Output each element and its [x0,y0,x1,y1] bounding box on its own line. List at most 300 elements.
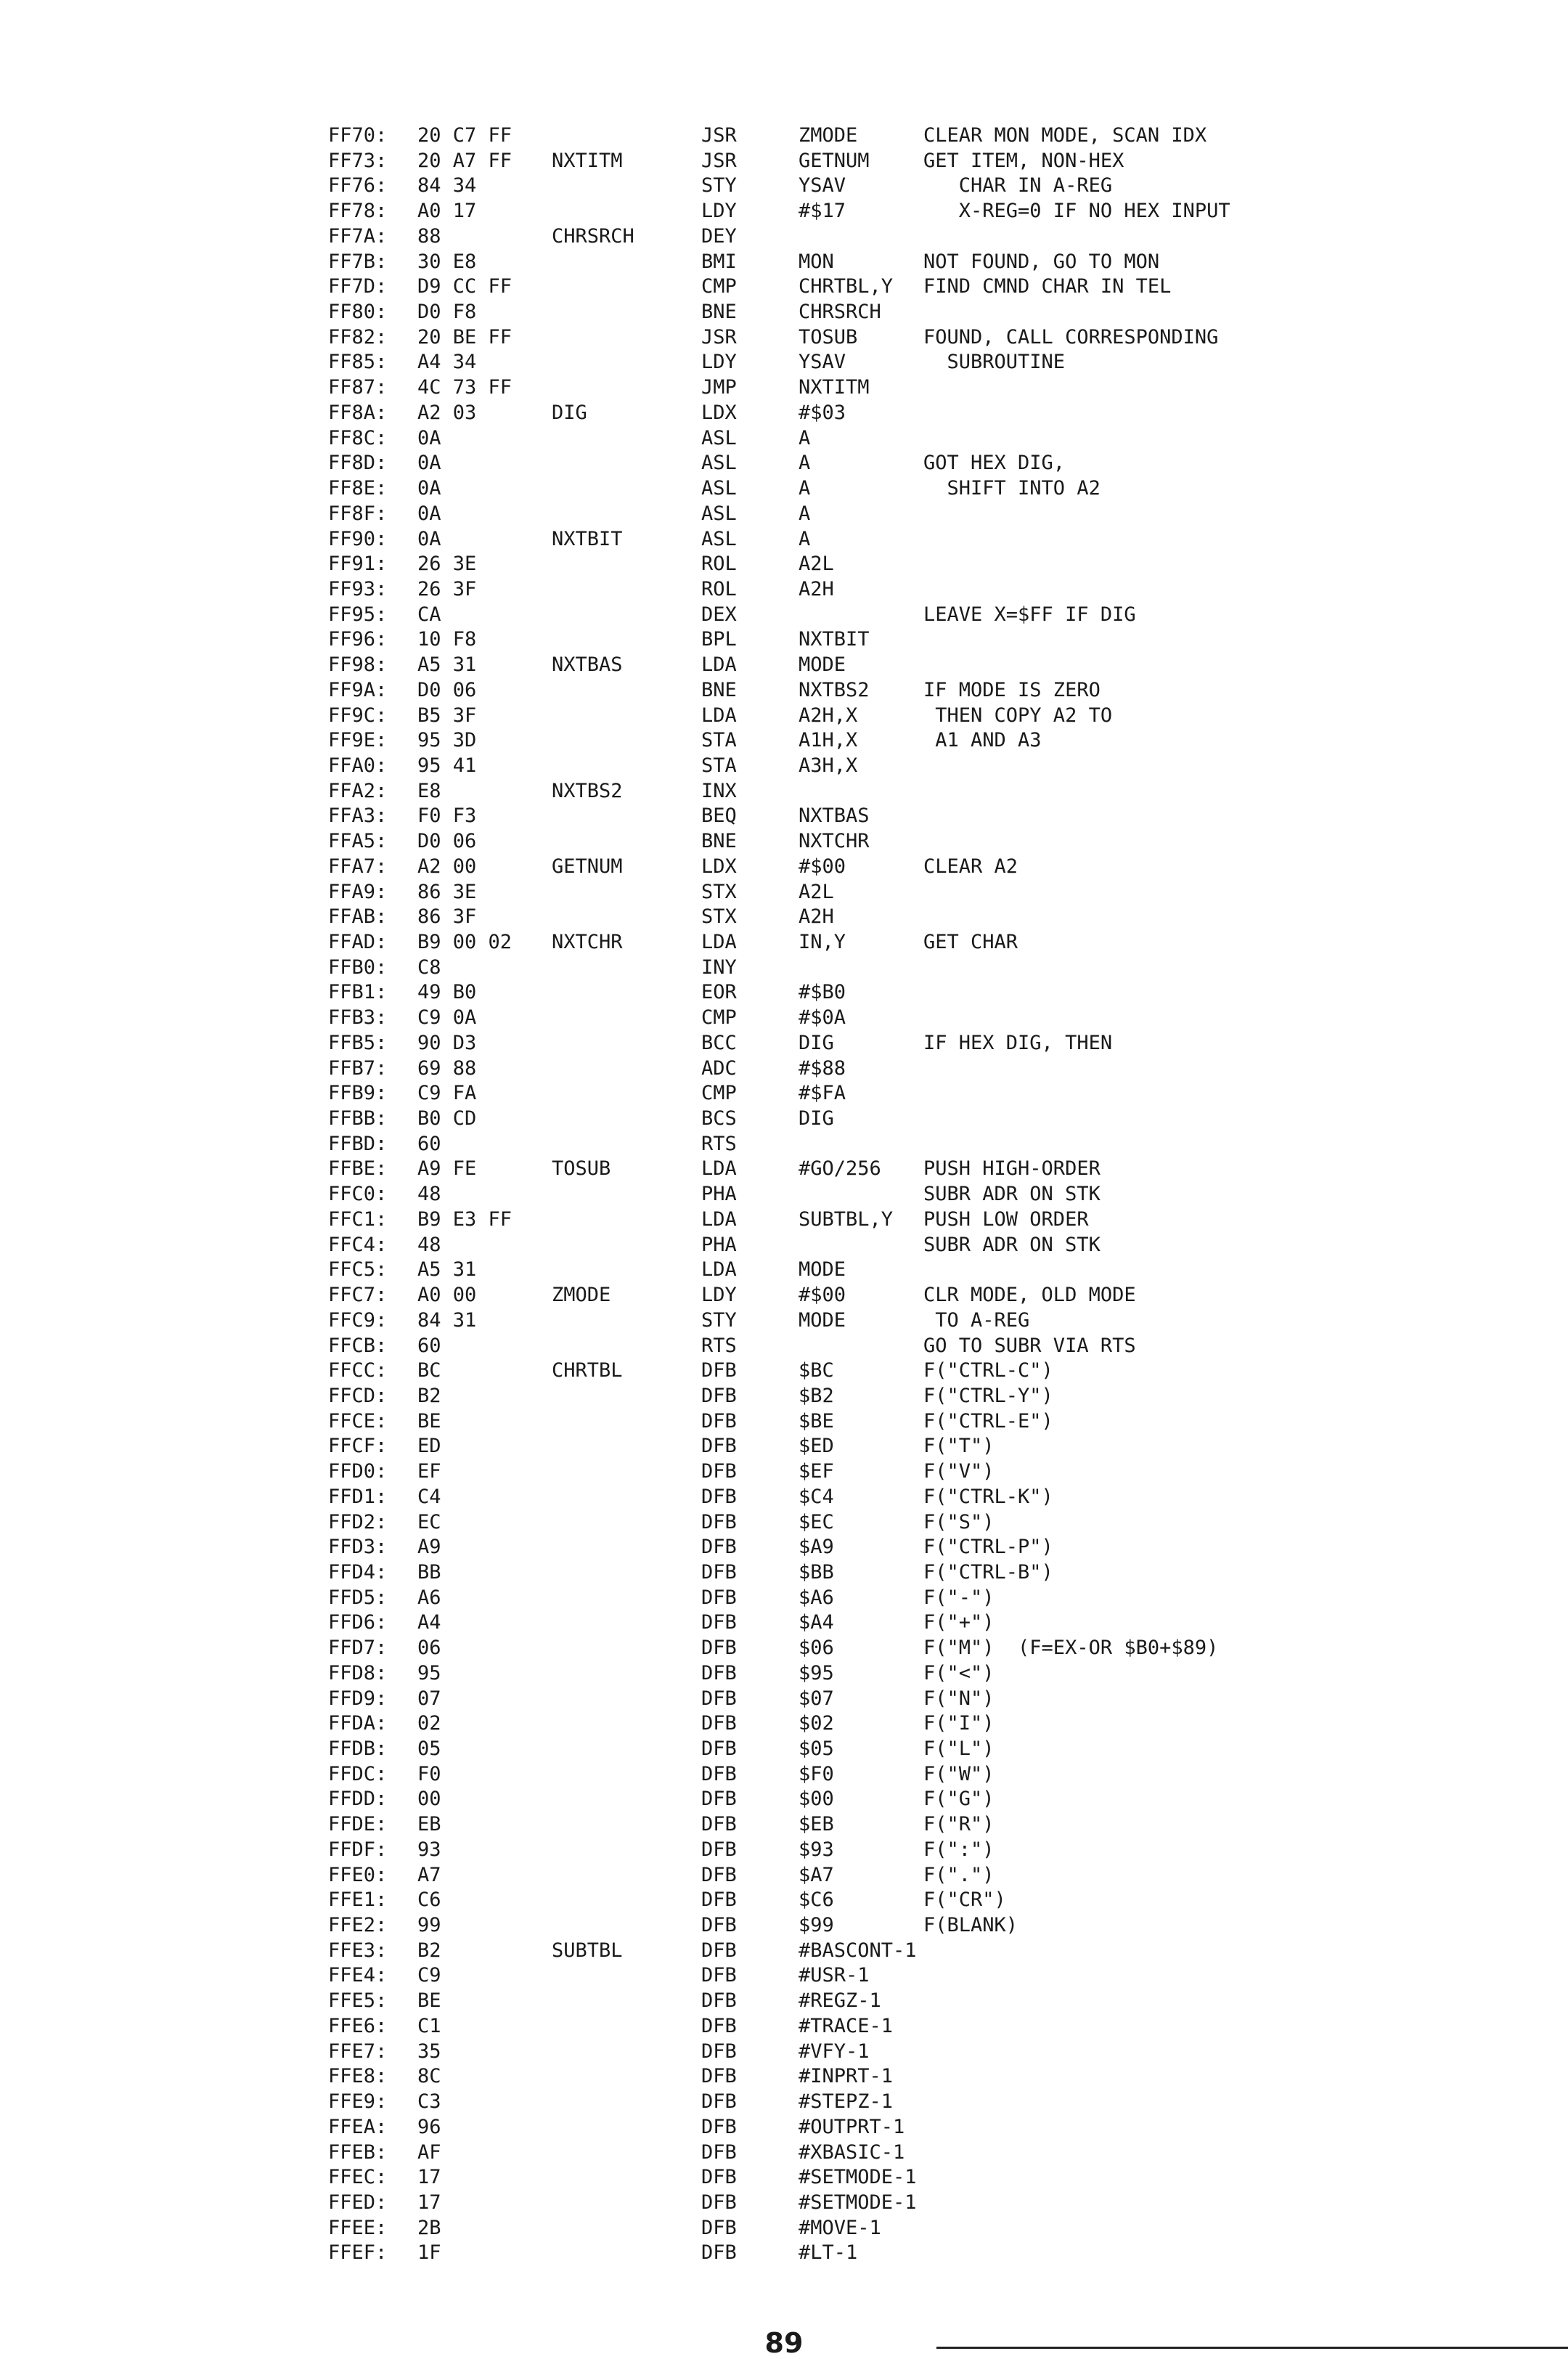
line-opcode: DFB [701,1536,737,1559]
line-operand: $00 [799,1788,834,1811]
line-opcode: CMP [701,275,737,298]
code-line [0,1737,1568,1762]
line-address: FFC0: [328,1183,388,1206]
code-line [0,1409,1568,1435]
line-operand: A2H,X [799,704,858,727]
line-bytes: 20 BE FF [417,325,513,349]
code-line [0,1610,1568,1636]
line-comment: X-REG=0 IF NO HEX INPUT [923,200,1230,223]
line-operand: YSAV [799,174,846,197]
line-opcode: RTS [701,1334,737,1357]
code-line [0,1132,1568,1157]
line-bytes: 20 C7 FF [417,124,513,147]
line-opcode: CMP [701,1082,737,1105]
line-operand: $06 [799,1637,834,1660]
line-address: FFB9: [328,1082,388,1105]
code-line [0,1636,1568,1661]
line-opcode: DEY [701,224,737,248]
line-bytes: 35 [417,2040,441,2063]
code-line [0,804,1568,829]
code-line [0,174,1568,199]
line-bytes: B9 E3 FF [417,1207,513,1231]
line-address: FFB7: [328,1056,388,1080]
line-opcode: INX [701,779,737,802]
line-operand: #MOVE-1 [799,2216,881,2239]
code-line [0,149,1568,174]
code-line [0,754,1568,779]
line-operand: DIG [799,1107,834,1130]
line-bytes: A5 31 [417,1258,477,1282]
line-opcode: DEX [701,603,737,626]
line-comment: F("+") [923,1611,995,1634]
line-opcode: DFB [701,2040,737,2063]
line-operand: $BC [799,1359,834,1382]
line-operand: $EB [799,1813,834,1836]
line-opcode: LDA [701,704,737,727]
line-address: FFC7: [328,1284,388,1307]
code-line [0,1459,1568,1485]
line-address: FFE5: [328,1989,388,2013]
line-bytes: 4C 73 FF [417,376,513,399]
line-opcode: DFB [701,1409,737,1433]
line-address: FFEC: [328,2166,388,2189]
line-bytes: C8 [417,956,441,979]
line-address: FF90: [328,527,388,550]
line-opcode: DFB [701,1737,737,1760]
line-opcode: DFB [701,2140,737,2164]
line-comment: F("CTRL-K") [923,1485,1053,1508]
line-operand: #TRACE-1 [799,2014,894,2037]
code-line [0,1207,1568,1233]
line-opcode: LDA [701,1157,737,1181]
code-line [0,728,1568,754]
line-operand: A [799,477,811,500]
code-line [0,678,1568,704]
line-operand: $99 [799,1914,834,1937]
line-address: FF8A: [328,401,388,424]
line-label: NXTBS2 [552,779,623,802]
line-address: FF76: [328,174,388,197]
line-bytes: A9 FE [417,1157,477,1181]
line-address: FFE0: [328,1863,388,1886]
line-bytes: EF [417,1460,441,1483]
line-bytes: A2 00 [417,855,477,878]
line-opcode: BCC [701,1031,737,1054]
line-operand: #BASCONT-1 [799,1939,917,1962]
line-address: FFD1: [328,1485,388,1508]
code-line [0,1358,1568,1384]
line-label: DIG [552,401,587,424]
line-comment: IF MODE IS ZERO [923,678,1101,701]
line-operand: #$03 [799,401,846,424]
line-operand: NXTBIT [799,628,870,651]
line-bytes: A4 [417,1611,441,1634]
code-line [0,1510,1568,1536]
code-line [0,426,1568,452]
line-address: FFD8: [328,1661,388,1684]
line-opcode: DFB [701,1687,737,1710]
line-comment: F("CR") [923,1889,1006,1912]
code-line [0,1107,1568,1132]
line-bytes: BC [417,1359,441,1382]
line-bytes: 69 88 [417,1056,477,1080]
line-address: FFCC: [328,1359,388,1382]
line-opcode: RTS [701,1132,737,1155]
line-label: NXTITM [552,149,623,172]
line-address: FFDB: [328,1737,388,1760]
code-line [0,1863,1568,1889]
line-bytes: A0 17 [417,200,477,223]
line-operand: ZMODE [799,124,858,147]
line-operand: NXTBAS [799,804,870,828]
line-bytes: F0 F3 [417,804,477,828]
line-address: FF8E: [328,477,388,500]
line-opcode: DFB [701,1485,737,1508]
line-operand: $C4 [799,1485,834,1508]
line-opcode: DFB [701,1560,737,1584]
line-opcode: BNE [701,830,737,853]
code-line [0,1661,1568,1687]
line-address: FF70: [328,124,388,147]
line-address: FF85: [328,351,388,374]
line-bytes: 02 [417,1712,441,1735]
line-address: FFA5: [328,830,388,853]
line-bytes: 0A [417,452,441,475]
line-opcode: DFB [701,2216,737,2239]
line-bytes: 20 A7 FF [417,149,513,172]
line-opcode: ASL [701,527,737,550]
line-bytes: 48 [417,1233,441,1256]
line-bytes: B9 00 02 [417,931,513,953]
line-bytes: 07 [417,1687,441,1710]
line-address: FFA0: [328,754,388,777]
line-opcode: ADC [701,1056,737,1080]
line-address: FFD0: [328,1460,388,1483]
line-opcode: DFB [701,2065,737,2088]
line-bytes: 0A [417,477,441,500]
line-operand: #INPRT-1 [799,2065,894,2088]
line-bytes: 60 [417,1334,441,1357]
line-operand: A [799,426,811,449]
line-address: FFA7: [328,855,388,878]
line-address: FFED: [328,2191,388,2214]
line-operand: A3H,X [799,754,858,777]
line-bytes: 86 3F [417,905,477,929]
line-opcode: DFB [701,2166,737,2189]
line-comment: SHIFT INTO A2 [923,477,1101,500]
line-bytes: B2 [417,1939,441,1962]
line-operand: $A9 [799,1536,834,1559]
page-number: 89 [764,2327,804,2359]
line-comment: CLEAR A2 [923,855,1018,878]
line-address: FFDF: [328,1838,388,1861]
line-bytes: 10 F8 [417,628,477,651]
code-line [0,577,1568,603]
code-line [0,704,1568,729]
line-address: FF80: [328,301,388,324]
line-comment: CLEAR MON MODE, SCAN IDX [923,124,1207,147]
line-bytes: B5 3F [417,704,477,727]
line-comment: GET CHAR [923,931,1018,953]
line-operand: #USR-1 [799,1964,870,1987]
code-line [0,199,1568,224]
line-bytes: E8 [417,779,441,802]
line-bytes: CA [417,603,441,626]
line-bytes: 1F [417,2241,441,2265]
code-line [0,1838,1568,1863]
line-bytes: 8C [417,2065,441,2088]
line-label: TOSUB [552,1157,611,1181]
line-address: FFCB: [328,1334,388,1357]
line-opcode: ROL [701,577,737,600]
line-operand: #$0A [799,1006,846,1030]
code-line [0,1157,1568,1182]
line-opcode: ASL [701,426,737,449]
line-comment: F("CTRL-Y") [923,1384,1053,1407]
code-line [0,300,1568,325]
line-opcode: BMI [701,250,737,273]
line-comment: F("M") (F=EX-OR $B0+$89) [923,1637,1219,1660]
line-bytes: BB [417,1560,441,1584]
line-address: FFBB: [328,1107,388,1130]
line-opcode: DFB [701,2241,737,2265]
code-line [0,1081,1568,1107]
code-line [0,1711,1568,1737]
line-bytes: 99 [417,1914,441,1937]
line-opcode: DFB [701,1989,737,2013]
line-bytes: B2 [417,1384,441,1407]
code-line [0,401,1568,426]
line-opcode: JSR [701,124,737,147]
line-comment: FOUND, CALL CORRESPONDING [923,325,1219,349]
line-opcode: LDY [701,200,737,223]
line-operand: IN,Y [799,931,846,953]
line-bytes: A6 [417,1586,441,1609]
line-address: FF98: [328,653,388,677]
line-bytes: A9 [417,1536,441,1559]
line-bytes: C4 [417,1485,441,1508]
line-opcode: DFB [701,2014,737,2037]
code-line [0,375,1568,401]
line-address: FFB3: [328,1006,388,1030]
line-bytes: F0 [417,1762,441,1785]
line-bytes: BE [417,1409,441,1433]
line-operand: #$00 [799,855,846,878]
line-label: SUBTBL [552,1939,623,1962]
code-line [0,2140,1568,2166]
line-comment: F(":") [923,1838,995,1861]
line-bytes: 88 [417,224,441,248]
line-operand: #REGZ-1 [799,1989,881,2013]
line-address: FF9C: [328,704,388,727]
line-address: FFEA: [328,2115,388,2138]
line-opcode: DFB [701,1889,737,1912]
line-comment: SUBR ADR ON STK [923,1183,1101,1206]
line-opcode: DFB [701,1586,737,1609]
line-opcode: DFB [701,1964,737,1987]
line-operand: #$00 [799,1284,846,1307]
line-bytes: EC [417,1510,441,1533]
line-opcode: EOR [701,981,737,1004]
line-opcode: STA [701,754,737,777]
code-line [0,1283,1568,1308]
line-comment: F("CTRL-P") [923,1536,1053,1559]
line-comment: F("<") [923,1661,995,1684]
line-opcode: DFB [701,1435,737,1458]
line-bytes: 06 [417,1637,441,1660]
line-bytes: 0A [417,502,441,525]
line-bytes: 0A [417,426,441,449]
line-opcode: DFB [701,1510,737,1533]
code-line [0,880,1568,905]
line-operand: #SETMODE-1 [799,2191,917,2214]
line-address: FFDD: [328,1788,388,1811]
line-bytes: 95 3D [417,729,477,752]
line-bytes: 05 [417,1737,441,1760]
line-label: NXTBIT [552,527,623,550]
line-comment: F(BLANK) [923,1914,1018,1937]
line-comment: F("CTRL-C") [923,1359,1053,1382]
code-line [0,1233,1568,1258]
line-address: FFE1: [328,1889,388,1912]
line-opcode: LDX [701,855,737,878]
line-opcode: DFB [701,1460,737,1483]
line-bytes: D0 06 [417,830,477,853]
line-address: FFD5: [328,1586,388,1609]
line-bytes: 95 [417,1661,441,1684]
line-bytes: 84 31 [417,1308,477,1332]
line-address: FF73: [328,149,388,172]
footer-rule [936,2347,1568,2349]
code-line [0,552,1568,577]
line-opcode: LDY [701,1284,737,1307]
line-opcode: DFB [701,1914,737,1937]
line-address: FFD6: [328,1611,388,1634]
line-address: FFB5: [328,1031,388,1054]
code-line [0,1258,1568,1283]
code-line [0,2165,1568,2191]
line-comment: F("-") [923,1586,995,1609]
line-bytes: C9 FA [417,1082,477,1105]
code-line [0,1560,1568,1586]
line-comment: CLR MODE, OLD MODE [923,1284,1136,1307]
line-address: FFC1: [328,1207,388,1231]
line-opcode: DFB [701,1863,737,1886]
line-opcode: INY [701,956,737,979]
line-address: FFC5: [328,1258,388,1282]
line-label: GETNUM [552,855,623,878]
line-comment: GET ITEM, NON-HEX [923,149,1124,172]
line-address: FFEE: [328,2216,388,2239]
line-operand: A2H [799,577,834,600]
code-line [0,2014,1568,2040]
code-line [0,250,1568,275]
line-bytes: D0 06 [417,678,477,701]
line-operand: $93 [799,1838,834,1861]
line-opcode: BNE [701,678,737,701]
code-line [0,905,1568,930]
line-operand: YSAV [799,351,846,374]
line-comment: PUSH HIGH-ORDER [923,1157,1101,1181]
line-operand: A2L [799,553,834,576]
line-bytes: 0A [417,527,441,550]
line-opcode: DFB [701,1838,737,1861]
line-bytes: D0 F8 [417,301,477,324]
line-operand: $95 [799,1661,834,1684]
line-bytes: C6 [417,1889,441,1912]
line-operand: #XBASIC-1 [799,2140,905,2164]
line-address: FF9E: [328,729,388,752]
code-line [0,1031,1568,1056]
line-comment: F("I") [923,1712,995,1735]
line-address: FFDC: [328,1762,388,1785]
line-operand: $02 [799,1712,834,1735]
line-operand: $F0 [799,1762,834,1785]
line-operand: GETNUM [799,149,870,172]
line-bytes: A4 34 [417,351,477,374]
line-bytes: C9 0A [417,1006,477,1030]
code-line [0,2241,1568,2266]
code-line [0,1308,1568,1334]
line-comment: A1 AND A3 [923,729,1042,752]
line-opcode: LDA [701,653,737,677]
code-line [0,2216,1568,2241]
line-bytes: 96 [417,2115,441,2138]
line-operand: DIG [799,1031,834,1054]
line-bytes: 93 [417,1838,441,1861]
code-line [0,1812,1568,1838]
line-comment: F("L") [923,1737,995,1760]
line-opcode: STY [701,174,737,197]
line-bytes: A0 00 [417,1284,477,1307]
line-operand: MON [799,250,834,273]
line-address: FFE6: [328,2014,388,2037]
line-operand: $BE [799,1409,834,1433]
line-operand: $C6 [799,1889,834,1912]
line-comment: F("V") [923,1460,995,1483]
line-opcode: DFB [701,2115,737,2138]
line-opcode: DFB [701,1762,737,1785]
line-comment: F("CTRL-B") [923,1560,1053,1584]
code-line [0,1535,1568,1560]
line-opcode: DFB [701,1788,737,1811]
line-operand: #OUTPRT-1 [799,2115,905,2138]
line-address: FFE3: [328,1939,388,1962]
code-line [0,627,1568,653]
line-bytes: C9 [417,1964,441,1987]
line-comment: FIND CMND CHAR IN TEL [923,275,1172,298]
line-address: FFB1: [328,981,388,1004]
code-line [0,1056,1568,1082]
line-opcode: ASL [701,452,737,475]
line-operand: MODE [799,653,846,677]
line-operand: A2H [799,905,834,929]
line-opcode: LDA [701,1207,737,1231]
code-line [0,2064,1568,2090]
line-comment: THEN COPY A2 TO [923,704,1113,727]
line-opcode: ASL [701,477,737,500]
code-line [0,1939,1568,1964]
line-address: FFEF: [328,2241,388,2265]
line-bytes: 86 3E [417,880,477,903]
line-address: FF8D: [328,452,388,475]
line-comment: GO TO SUBR VIA RTS [923,1334,1136,1357]
code-line [0,2090,1568,2115]
line-opcode: STA [701,729,737,752]
line-address: FFCF: [328,1435,388,1458]
code-line [0,653,1568,678]
code-line [0,2191,1568,2216]
